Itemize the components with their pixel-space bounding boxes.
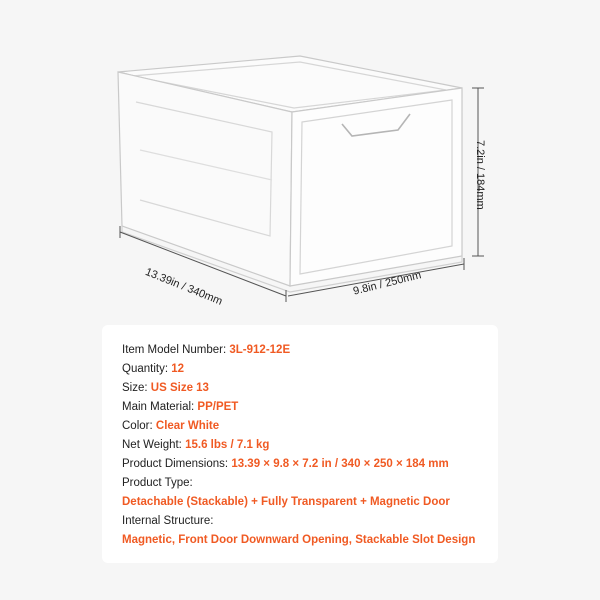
spec-label: Product Type:	[122, 477, 193, 489]
spec-list	[122, 341, 502, 550]
spec-label: Product Dimensions:	[122, 458, 229, 470]
spec-value: 15.6 lbs / 7.1 kg	[185, 439, 270, 451]
spec-value: 3L-912-12E	[229, 344, 291, 356]
spec-value: US Size 13	[150, 382, 209, 394]
height-dimension-label: 7.2in / 184mm	[474, 140, 486, 210]
spec-value: Detachable (Stackable) + Fully Transparent + Magnetic Door	[122, 496, 450, 508]
spec-label: Net Weight:	[122, 439, 182, 451]
spec-row-product-type-label	[122, 474, 502, 493]
spec-row-internal-structure-value	[122, 531, 502, 550]
spec-value: 12	[171, 363, 185, 375]
spec-label: Main Material:	[122, 401, 195, 413]
spec-row-size	[122, 379, 502, 398]
spec-row-material	[122, 398, 502, 417]
width-dimension-label: 9.8in / 250mm	[352, 269, 423, 298]
spec-row-quantity	[122, 360, 502, 379]
spec-row-color	[122, 417, 502, 436]
spec-label: Quantity:	[122, 363, 169, 375]
spec-label: Internal Structure:	[122, 515, 214, 527]
spec-row-internal-structure-label	[122, 512, 502, 531]
spec-row-weight	[122, 436, 502, 455]
spec-row-model	[122, 341, 502, 360]
depth-dimension-label: 13.39in / 340mm	[143, 266, 224, 308]
spec-label: Item Model Number:	[122, 344, 227, 356]
spec-value: Clear White	[155, 420, 220, 432]
spec-row-product-type-value	[122, 493, 502, 512]
spec-value: Magnetic, Front Door Downward Opening, Stackable Slot Design	[122, 534, 476, 546]
spec-value: 13.39 × 9.8 × 7.2 in / 340 × 250 × 184 mm	[231, 458, 449, 470]
spec-value: PP/PET	[197, 401, 239, 413]
spec-row-dimensions	[122, 455, 502, 474]
spec-label: Size:	[122, 382, 148, 394]
box-front-door	[290, 88, 462, 286]
spec-label: Color:	[122, 420, 153, 432]
